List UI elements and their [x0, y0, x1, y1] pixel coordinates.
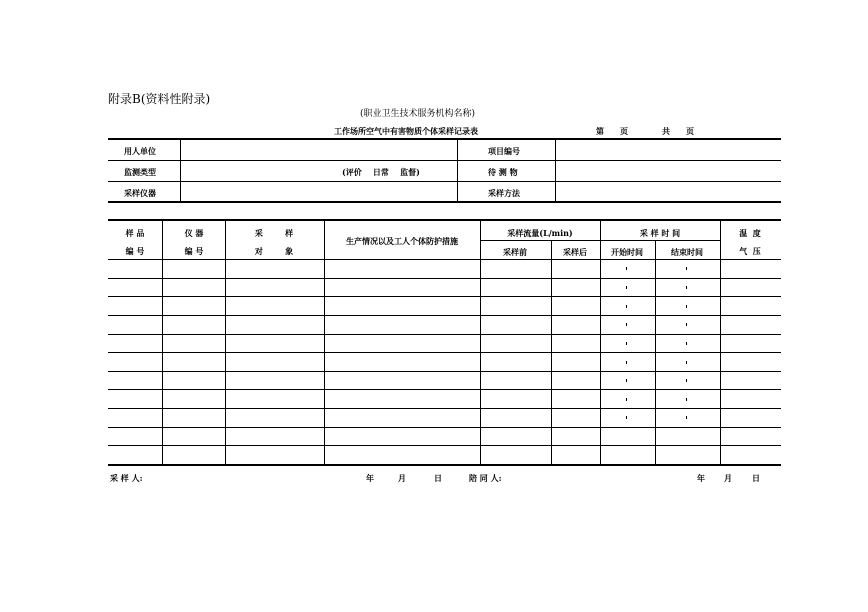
time-separator-tick: [686, 416, 687, 419]
header-bottom-rule-table: [108, 259, 781, 260]
header-bottom-rule: [108, 201, 781, 203]
method-label: 采样方法: [488, 188, 520, 198]
page-ye-label: 页: [620, 126, 628, 136]
header-divider-3: [555, 138, 556, 201]
production-header: 生产情况以及工人个体防护措施: [346, 236, 458, 246]
time-separator-tick: [626, 342, 627, 345]
employer-label: 用人单位: [124, 146, 156, 156]
header-top-rule: [108, 138, 781, 140]
time-separator-tick: [686, 286, 687, 289]
time-separator-tick: [686, 398, 687, 401]
header-divider-1: [180, 138, 181, 201]
instrument-label: 采样仪器: [124, 188, 156, 198]
flow-before-header: 采样前: [503, 247, 527, 257]
time-separator-tick: [686, 379, 687, 382]
table-row-rule: [108, 278, 781, 279]
table-row-rule: [108, 427, 781, 428]
time-separator-tick: [626, 305, 627, 308]
time-separator-tick: [626, 267, 627, 270]
companion-label: 陪 同 人:: [469, 473, 502, 483]
table-bottom-rule: [108, 464, 781, 466]
time-separator-tick: [626, 416, 627, 419]
table-row-rule: [108, 296, 781, 297]
time-separator-tick: [686, 267, 687, 270]
monitor-options: (评价 日常 监督): [342, 167, 420, 177]
page-total-label: 共: [662, 126, 670, 136]
pressure-header: 气 压: [739, 246, 761, 256]
flow-rate-header: 采样流量(L/min): [507, 228, 573, 238]
end-time-header: 结束时间: [671, 247, 703, 257]
target-header-top: 采 样: [254, 228, 294, 238]
page-di-label: 第: [596, 126, 604, 136]
project-no-label: 项目编号: [488, 146, 520, 156]
time-separator-tick: [686, 342, 687, 345]
time-separator-tick: [626, 398, 627, 401]
year-label-1: 年: [366, 473, 374, 483]
month-label-2: 月: [724, 473, 732, 483]
page-total-ye-label: 页: [686, 126, 694, 136]
table-row-rule: [108, 352, 781, 353]
sample-no-header-bottom: 编 号: [125, 246, 145, 256]
instrument-no-header-bottom: 编 号: [184, 246, 204, 256]
time-separator-tick: [626, 379, 627, 382]
instrument-no-header-top: 仪 器: [184, 228, 204, 238]
sampler-label: 采 样 人:: [110, 473, 143, 483]
table-row-rule: [108, 315, 781, 316]
time-separator-tick: [686, 361, 687, 364]
temp-header: 温 度: [739, 228, 761, 238]
sample-time-header: 采 样 时 间: [639, 228, 681, 238]
organization-name: (职业卫生技术服务机构名称): [360, 109, 476, 119]
table-row-rule: [108, 334, 781, 335]
sample-no-header-top: 样 品: [125, 228, 145, 238]
table-row-rule: [108, 389, 781, 390]
target-header-bottom: 对 象: [254, 246, 294, 256]
day-label-2: 日: [752, 473, 760, 483]
table-row-rule: [108, 408, 781, 409]
table-top-rule: [108, 219, 781, 221]
day-label-1: 日: [434, 473, 442, 483]
month-label-1: 月: [398, 473, 406, 483]
header-rule-1: [108, 160, 781, 161]
time-separator-tick: [626, 323, 627, 326]
record-title: 工作场所空气中有害物质个体采样记录表: [334, 126, 478, 136]
header-rule-2: [108, 181, 781, 182]
substance-label: 待 测 物: [488, 167, 518, 177]
year-label-2: 年: [697, 473, 705, 483]
flow-after-header: 采样后: [563, 247, 587, 257]
header-divider-2: [457, 138, 458, 201]
time-separator-tick: [626, 361, 627, 364]
time-separator-tick: [686, 305, 687, 308]
monitor-type-label: 监测类型: [124, 167, 156, 177]
time-separator-tick: [626, 286, 627, 289]
table-row-rule: [108, 445, 781, 446]
start-time-header: 开始时间: [611, 247, 643, 257]
table-row-rule: [108, 371, 781, 372]
appendix-title: 附录B(资料性附录): [108, 92, 211, 106]
time-separator-tick: [686, 323, 687, 326]
